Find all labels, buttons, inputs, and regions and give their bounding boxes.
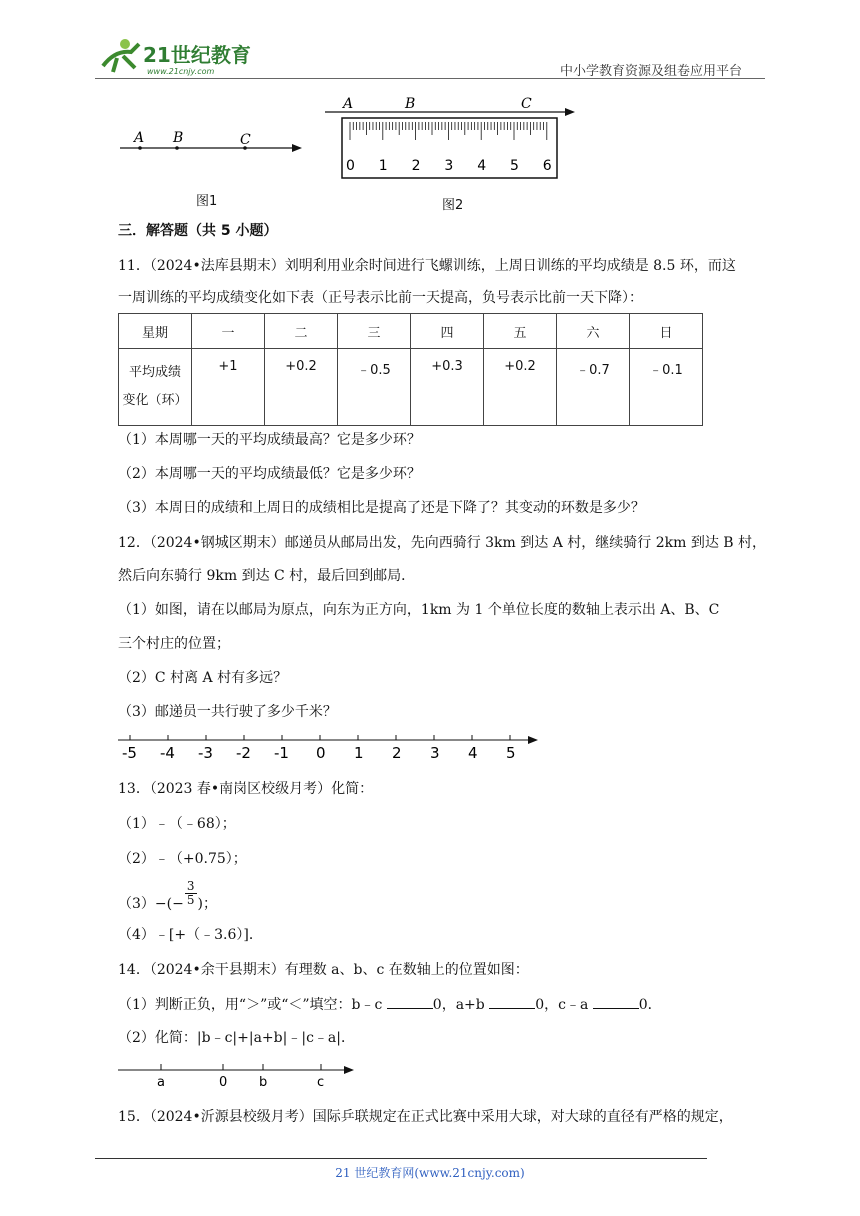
q13-sub1: （1）﹣（﹣68）； <box>118 816 236 832</box>
ruler-number: 3 <box>444 158 454 174</box>
q11-sub3: （3）本周日的成绩和上周日的成绩相比是提高了还是下降了？其变动的环数是多少？ <box>118 500 645 516</box>
q14-sub1 <box>118 994 662 1015</box>
axis-label-a: a <box>157 1075 165 1090</box>
fig2-label-b: B <box>405 96 416 112</box>
figure-1 <box>120 118 310 172</box>
q12-sub1b: 三个村庄的位置； <box>118 636 230 652</box>
q13-sub3-expr: −(− <box>154 895 184 912</box>
table-value: +0.3 <box>411 349 484 426</box>
q13-sub4: （4）﹣[+（﹣3.6）]． <box>118 927 263 943</box>
fig2-label-c: C <box>521 96 532 112</box>
q12-axis-ticks <box>122 735 516 762</box>
q12-sub1a: （1）如图，请在以邮局为原点，向东为正方向，1km 为 1 个单位长度的数轴上表示出 A、B、C <box>118 602 720 618</box>
fig1-label-b: B <box>173 130 184 146</box>
answer-blank-2[interactable] <box>489 994 535 1009</box>
axis-tick-label: 5 <box>506 744 516 762</box>
footer-text: 21 世纪教育网(www.21cnjy.com) <box>335 1166 525 1180</box>
axis-label-zero: 0 <box>219 1075 228 1090</box>
q12-sub3: （3）邮递员一共行驶了多少千米？ <box>118 704 337 720</box>
fraction-numerator: 3 <box>186 879 195 893</box>
axis-tick-label: -1 <box>274 744 289 762</box>
ruler-number: 1 <box>378 158 388 174</box>
axis-tick-label: -2 <box>236 744 251 762</box>
logo-text: 21世纪教育 <box>143 43 251 67</box>
answer-blank-1[interactable] <box>387 994 433 1009</box>
fig1-label-c: C <box>240 132 251 148</box>
axis-tick-label: 1 <box>354 744 364 762</box>
table-day: 六 <box>557 314 630 349</box>
q12-line1: 12．（2024•钢城区期末）邮递员从邮局出发，先向西骑行 3km 到达 A 村，继续骑行 2km 到达 B 村， <box>118 535 767 551</box>
axis-tick-label: -5 <box>122 744 137 762</box>
q14-sub2: （2）化简：|b﹣c|+|a+b|﹣|c﹣a|． <box>118 1030 355 1046</box>
ruler-number: 5 <box>510 158 519 174</box>
fig2-caption: 图2 <box>442 198 464 213</box>
q14-line1: 14．（2024•余干县期末）有理数 a、b、c 在数轴上的位置如图： <box>118 962 529 978</box>
logo-url: www.21cnjy.com <box>147 67 215 76</box>
q13-sub3 <box>118 880 217 910</box>
table-day: 四 <box>411 314 484 349</box>
table-value: ﹣0.5 <box>338 349 411 426</box>
q14-sub1-mid2: 0，c﹣a <box>535 997 589 1013</box>
fraction <box>185 880 197 907</box>
table-header-label: 星期 <box>119 314 192 349</box>
table-day: 三 <box>338 314 411 349</box>
axis-tick-label: 4 <box>468 744 478 762</box>
table-day: 二 <box>265 314 338 349</box>
site-logo <box>95 36 265 80</box>
axis-tick-label: 3 <box>430 744 440 762</box>
fig1-caption: 图1 <box>196 194 218 209</box>
q12-line2: 然后向东骑行 9km 到达 C 村，最后回到邮局． <box>118 568 416 584</box>
q13-line1: 13．（2023 春•南岗区校级月考）化简： <box>118 781 374 797</box>
q12-number-line <box>118 734 548 766</box>
ruler-number: 2 <box>411 158 421 174</box>
q11-sub2: （2）本周哪一天的平均成绩最低？它是多少环？ <box>118 466 421 482</box>
q12-sub2: （2）C 村离 A 村有多远？ <box>118 670 288 686</box>
axis-tick-label: 0 <box>316 744 326 762</box>
table-value: +0.2 <box>484 349 557 426</box>
ruler-number: 0 <box>346 158 355 174</box>
q15-line1: 15．（2024•沂源县校级月考）国际乒联规定在正式比赛中采用大球，对大球的直径有严格的规定， <box>118 1109 733 1125</box>
row-label-line1: 平均成绩 <box>128 365 181 380</box>
footer-divider <box>95 1158 707 1159</box>
axis-label-c: c <box>317 1075 325 1090</box>
q13-sub2: （2）﹣（+0.75）； <box>118 851 247 867</box>
table-day: 一 <box>192 314 265 349</box>
header-divider <box>95 78 765 79</box>
q11-table <box>118 313 703 426</box>
table-row-label <box>119 349 192 426</box>
platform-name: 中小学教育资源及组卷应用平台 <box>560 64 743 79</box>
table-day: 五 <box>484 314 557 349</box>
fraction-denominator: 5 <box>186 893 195 907</box>
table-day: 日 <box>630 314 703 349</box>
table-value: ﹣0.1 <box>630 349 703 426</box>
fig2-label-a: A <box>343 96 354 112</box>
q14-number-line <box>118 1062 363 1096</box>
figure-2 <box>325 96 585 190</box>
ruler-number: 4 <box>477 158 487 174</box>
axis-tick-label: -3 <box>198 744 213 762</box>
ruler-number: 6 <box>542 158 552 174</box>
axis-tick-label: -4 <box>160 744 175 762</box>
section-title: 三．解答题（共 5 小题） <box>118 223 278 239</box>
q13-sub3-suffix: )； <box>197 895 217 912</box>
table-value: +1 <box>192 349 265 426</box>
q11-line1: 11．（2024•法库县期末）刘明利用业余时间进行飞螺训练，上周日训练的平均成绩是 8.5 环，而这 <box>118 258 736 274</box>
q11-line2: 一周训练的平均成绩变化如下表（正号表示比前一天提高，负号表示比前一天下降）： <box>118 290 643 306</box>
row-label-line2: 变化（环） <box>122 393 188 408</box>
answer-blank-3[interactable] <box>593 994 639 1009</box>
q14-sub1-mid1: 0，a+b <box>432 997 485 1013</box>
q13-sub3-prefix: （3） <box>118 895 155 912</box>
axis-tick-label: 2 <box>392 744 402 762</box>
table-value: +0.2 <box>265 349 338 426</box>
table-value: ﹣0.7 <box>557 349 630 426</box>
fig1-label-a: A <box>134 130 145 146</box>
axis-label-b: b <box>259 1075 268 1090</box>
q14-sub1-end: 0． <box>638 997 662 1013</box>
q14-sub1-prefix: （1）判断正负，用“＞”或“＜”填空：b﹣c <box>118 997 383 1013</box>
q11-sub1: （1）本周哪一天的平均成绩最高？它是多少环？ <box>118 432 421 448</box>
